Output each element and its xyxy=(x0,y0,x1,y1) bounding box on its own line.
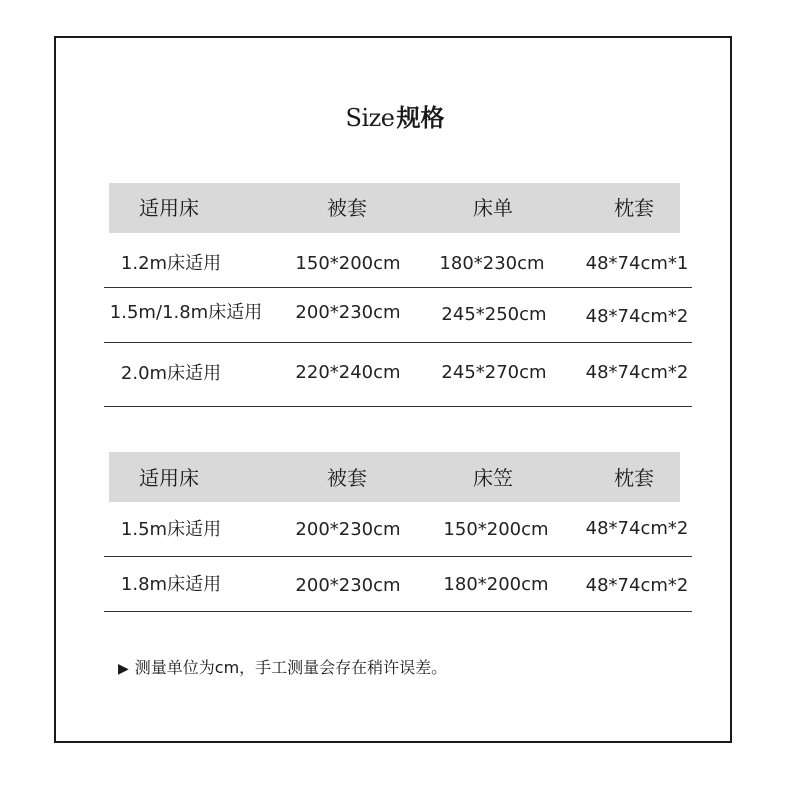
table-1-row-3-sheet: 245*270cm xyxy=(441,362,547,383)
content-frame xyxy=(54,36,732,743)
table-2-header-duvet: 被套 xyxy=(327,466,367,490)
table-1-row-3-bed: 2.0m床适用 xyxy=(120,363,222,384)
table-1-row-3-pillowcase: 48*74cm*2 xyxy=(585,362,689,383)
title-chinese: 规格 xyxy=(396,104,445,132)
table-1-header-pillowcase: 枕套 xyxy=(614,196,654,220)
measurement-note-text: 测量单位为cm，手工测量会存在稍许误差。 xyxy=(134,658,448,677)
table-1-header-duvet: 被套 xyxy=(327,196,367,220)
table-2-row-2-bed: 1.8m床适用 xyxy=(120,574,222,595)
table-1-row-divider xyxy=(104,287,692,288)
table-2-header-fitted-sheet: 床笠 xyxy=(473,466,513,490)
table-2-row-2-duvet: 200*230cm xyxy=(295,575,401,596)
table-1-row-2-sheet: 245*250cm xyxy=(441,304,547,325)
table-2-row-divider xyxy=(104,556,692,557)
table-2-row-1-pillowcase: 48*74cm*2 xyxy=(585,518,689,539)
table-1-row-divider xyxy=(104,342,692,343)
title-english: Size xyxy=(345,104,395,132)
table-1-header-sheet: 床单 xyxy=(473,196,513,220)
table-2-header-pillowcase: 枕套 xyxy=(614,466,654,490)
table-2-bottom-rule xyxy=(104,611,692,612)
table-1-row-1-sheet: 180*230cm xyxy=(439,253,545,274)
table-2-row-1-bed: 1.5m床适用 xyxy=(120,519,222,540)
table-1-row-1-duvet: 150*200cm xyxy=(295,253,401,274)
triangle-bullet-icon: ▶ xyxy=(118,661,129,677)
table-1-row-1-pillowcase: 48*74cm*1 xyxy=(585,253,689,274)
table-2-row-1-duvet: 200*230cm xyxy=(295,519,401,540)
table-1-bottom-rule xyxy=(104,406,692,407)
table-2-row-2-fitted-sheet: 180*200cm xyxy=(443,574,549,595)
measurement-note xyxy=(118,656,447,681)
table-2-row-1-fitted-sheet: 150*200cm xyxy=(443,519,549,540)
table-1-row-3-duvet: 220*240cm xyxy=(295,362,401,383)
table-1-row-1-bed: 1.2m床适用 xyxy=(120,253,222,274)
table-1-row-2-duvet: 200*230cm xyxy=(295,302,401,323)
table-2-row-2-pillowcase: 48*74cm*2 xyxy=(585,575,689,596)
table-1-row-2-pillowcase: 48*74cm*2 xyxy=(585,306,689,327)
page-title xyxy=(0,100,790,136)
table-1-row-2-bed: 1.5m/1.8m床适用 xyxy=(109,302,263,323)
table-2-header-bed: 适用床 xyxy=(139,466,199,490)
table-1-header-bed: 适用床 xyxy=(139,196,199,220)
